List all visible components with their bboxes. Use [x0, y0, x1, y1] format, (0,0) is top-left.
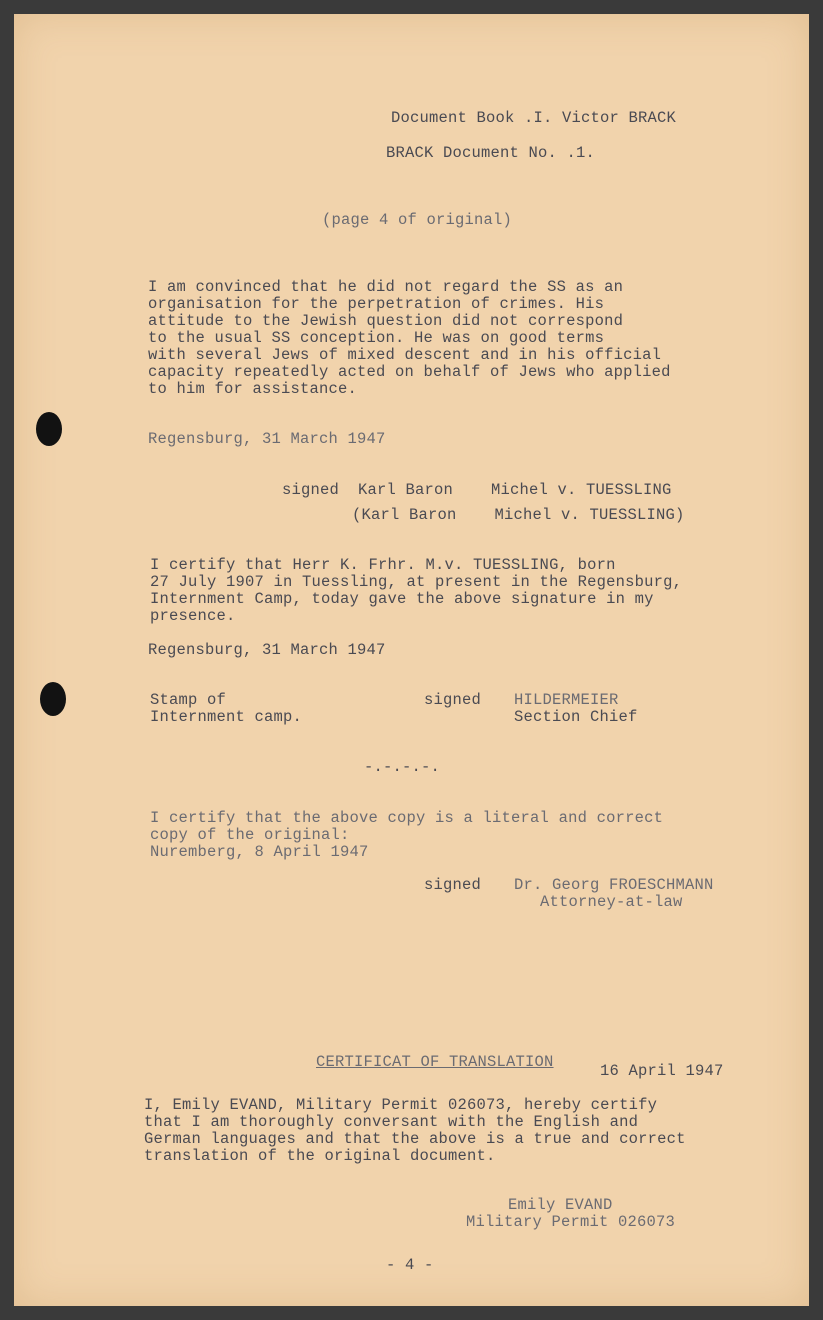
- statement-signature-line: signed Karl Baron Michel v. TUESSLING: [282, 481, 672, 499]
- stamp-label: Stamp of: [150, 691, 227, 709]
- stamp-label-camp: Internment camp.: [150, 708, 303, 726]
- translator-name: Emily EVAND: [508, 1196, 613, 1214]
- statement-typed-name: (Karl Baron Michel v. TUESSLING): [352, 506, 685, 524]
- page-reference: (page 4 of original): [322, 211, 513, 229]
- punch-hole: [36, 412, 62, 446]
- translation-date: 16 April 1947: [600, 1062, 724, 1080]
- document-number-line: BRACK Document No. .1.: [386, 144, 596, 162]
- attorney-signed-label: signed: [424, 876, 482, 894]
- punch-hole: [40, 682, 66, 716]
- document-page: Document Book .I. Victor BRACK BRACK Document No. .1. (page 4 of original) I am convinced that he did not regard the SS as an organisation for the perpetration of crimes. His attitude to the Jewish question did not correspond to the usual SS conception. He was on good terms with several Jews of mixed descent and in his official capacity repeatedly acted on behalf of Jews who applied to him for assistance. Regensburg, 31 March 1947 signed Karl Baron Michel v. TUESSLING (Karl Baron Michel v. TUESSLING) I certify that Herr K. Frhr. M.v. TUESSLING, born 27 July 1907 in Tuessling, at present in the Regensburg, Internment Camp, today gave the above signature in my presence. Regensburg, 31 March 1947 Stamp of Internment camp. signed HILDERMEIER Section Chief -.-.-.-. I certify that the above copy is a literal and correct copy of the original: Nuremberg, 8 April 1947 signed Dr. Georg FROESCHMANN Attorney-at-law CERTIFICAT OF TRANSLATION 16 April 1947 I, Emily EVAND, Military Permit 026073, hereby certify that I am thoroughly conversant with the English and German languages and that the above is a true and correct translation of the original document. Emily EVAND Military Permit 026073 - 4 -: [14, 14, 809, 1306]
- certification-place-date: Regensburg, 31 March 1947: [148, 641, 386, 659]
- section-chief-name: HILDERMEIER: [514, 691, 619, 709]
- attorney-name: Dr. Georg FROESCHMANN: [514, 876, 714, 894]
- statement-place-date: Regensburg, 31 March 1947: [148, 430, 386, 448]
- translation-certificate-title: CERTIFICAT OF TRANSLATION: [316, 1053, 554, 1071]
- separator: -.-.-.-.: [364, 758, 441, 776]
- page-number: - 4 -: [386, 1256, 434, 1274]
- document-book-line: Document Book .I. Victor BRACK: [391, 109, 677, 127]
- attorney-title: Attorney-at-law: [540, 893, 683, 911]
- section-chief-title: Section Chief: [514, 708, 638, 726]
- signed-label: signed: [424, 691, 482, 709]
- translator-permit: Military Permit 026073: [466, 1213, 676, 1231]
